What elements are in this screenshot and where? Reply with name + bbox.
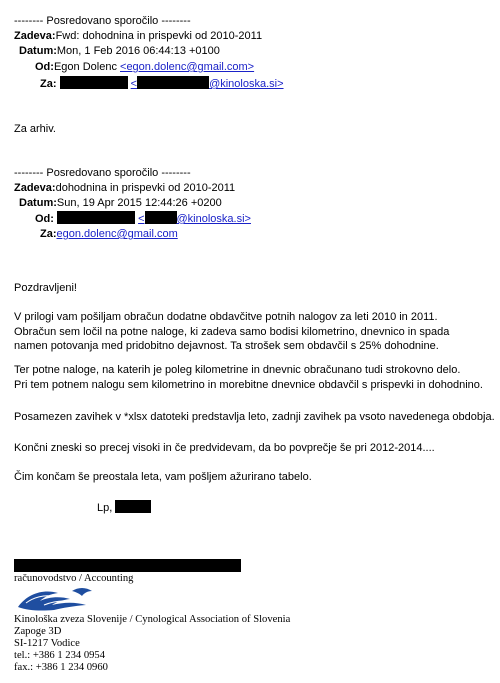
date-label: Datum: [19, 197, 57, 209]
subject-row-1 [14, 29, 262, 43]
paragraph-line: namen potovanja med pridobitno dejavnost. Ta strošek sem obdavčil s 25% dohodnine. [14, 340, 439, 352]
greeting: Pozdravljeni! [14, 282, 77, 294]
signature-fax: fax.: +386 1 234 0960 [14, 662, 108, 673]
to-row-1 [40, 76, 284, 91]
redaction-bar [137, 76, 209, 89]
redaction-bar [14, 559, 241, 572]
signature-phone: tel.: +386 1 234 0954 [14, 650, 106, 661]
to-email-domain: @kinoloska.si> [209, 78, 284, 90]
from-email-link[interactable]: <egon.dolenc@gmail.com> [120, 61, 255, 73]
from-row-2 [35, 211, 251, 226]
from-row-1 [35, 60, 254, 74]
forward-separator-1: -------- Posredovano sporočilo -------- [14, 15, 191, 27]
subject-label: Zadeva: [14, 182, 56, 194]
redaction-bar [60, 76, 128, 89]
from-email-domain: @kinoloska.si> [176, 213, 251, 225]
to-label: Za: [40, 228, 57, 240]
subject-value: dohodnina in prispevki od 2010-2011 [55, 182, 236, 194]
paragraph-3: Posamezen zavihek v *xlsx datoteki predstavlja leto, zadnji zavihek pa vsoto navedenega obdobja. [14, 411, 495, 423]
date-row-2 [19, 196, 222, 210]
organization-logo [14, 585, 100, 616]
paragraph-line: Obračun sem ločil na potne naloge, ki zadeva samo bodisi kilometrino, dnevnico in spada [14, 325, 450, 338]
signoff-row [97, 500, 151, 516]
paragraph-4: Končni zneski so precej visoki in če predvidevam, da bo povprečje še pri 2012-2014.... [14, 442, 435, 454]
from-label: Od: [35, 61, 54, 73]
from-email-open: < [138, 213, 145, 225]
from-label: Od: [35, 213, 54, 225]
signature-city: SI-1217 Vodice [14, 638, 80, 649]
to-label: Za: [40, 78, 57, 90]
date-row-1 [19, 44, 220, 58]
subject-row-2 [14, 181, 235, 195]
to-email-link[interactable] [131, 78, 284, 90]
from-email-link[interactable] [138, 213, 251, 225]
subject-value: Fwd: dohodnina in prispevki od 2010-2011 [55, 30, 263, 42]
paragraph-1 [14, 310, 449, 354]
redaction-bar [145, 211, 177, 224]
signature-organization: Kinološka zveza Slovenije / Cynological Association of Slovenia [14, 614, 291, 625]
to-row-2 [40, 227, 178, 241]
archive-note: Za arhiv. [14, 123, 56, 135]
subject-label: Zadeva: [14, 30, 56, 42]
paragraph-line: Ter potne naloge, na katerih je poleg kilometrine in dnevnic obračunano tudi strokovno delo. [14, 364, 461, 376]
redaction-bar [115, 500, 151, 513]
to-email-link[interactable]: egon.dolenc@gmail.com [56, 228, 178, 240]
to-email-open: < [130, 78, 138, 90]
paragraph-2 [14, 363, 483, 392]
signature-role: računovodstvo / Accounting [14, 573, 134, 584]
paragraph-line: Pri tem potnem nalogu sem kilometrino in morebitne dnevnice obdavčil s prispevki in dohodnino. [14, 378, 483, 391]
signoff: Lp, [97, 502, 113, 514]
from-name: Egon Dolenc [53, 61, 117, 73]
signature-street: Zapoge 3D [14, 626, 62, 637]
redaction-bar [57, 211, 135, 224]
date-value: Sun, 19 Apr 2015 12:44:26 +0200 [56, 197, 222, 209]
forward-separator-2: -------- Posredovano sporočilo -------- [14, 167, 191, 179]
date-value: Mon, 1 Feb 2016 06:44:13 +0100 [56, 45, 220, 57]
paragraph-line: V prilogi vam pošiljam obračun dodatne obdavčitve potnih nalogov za leti 2010 in 2011. [14, 311, 438, 323]
date-label: Datum: [19, 45, 57, 57]
paragraph-5: Čim končam še preostala leta, vam pošljem ažurirano tabelo. [14, 471, 312, 483]
